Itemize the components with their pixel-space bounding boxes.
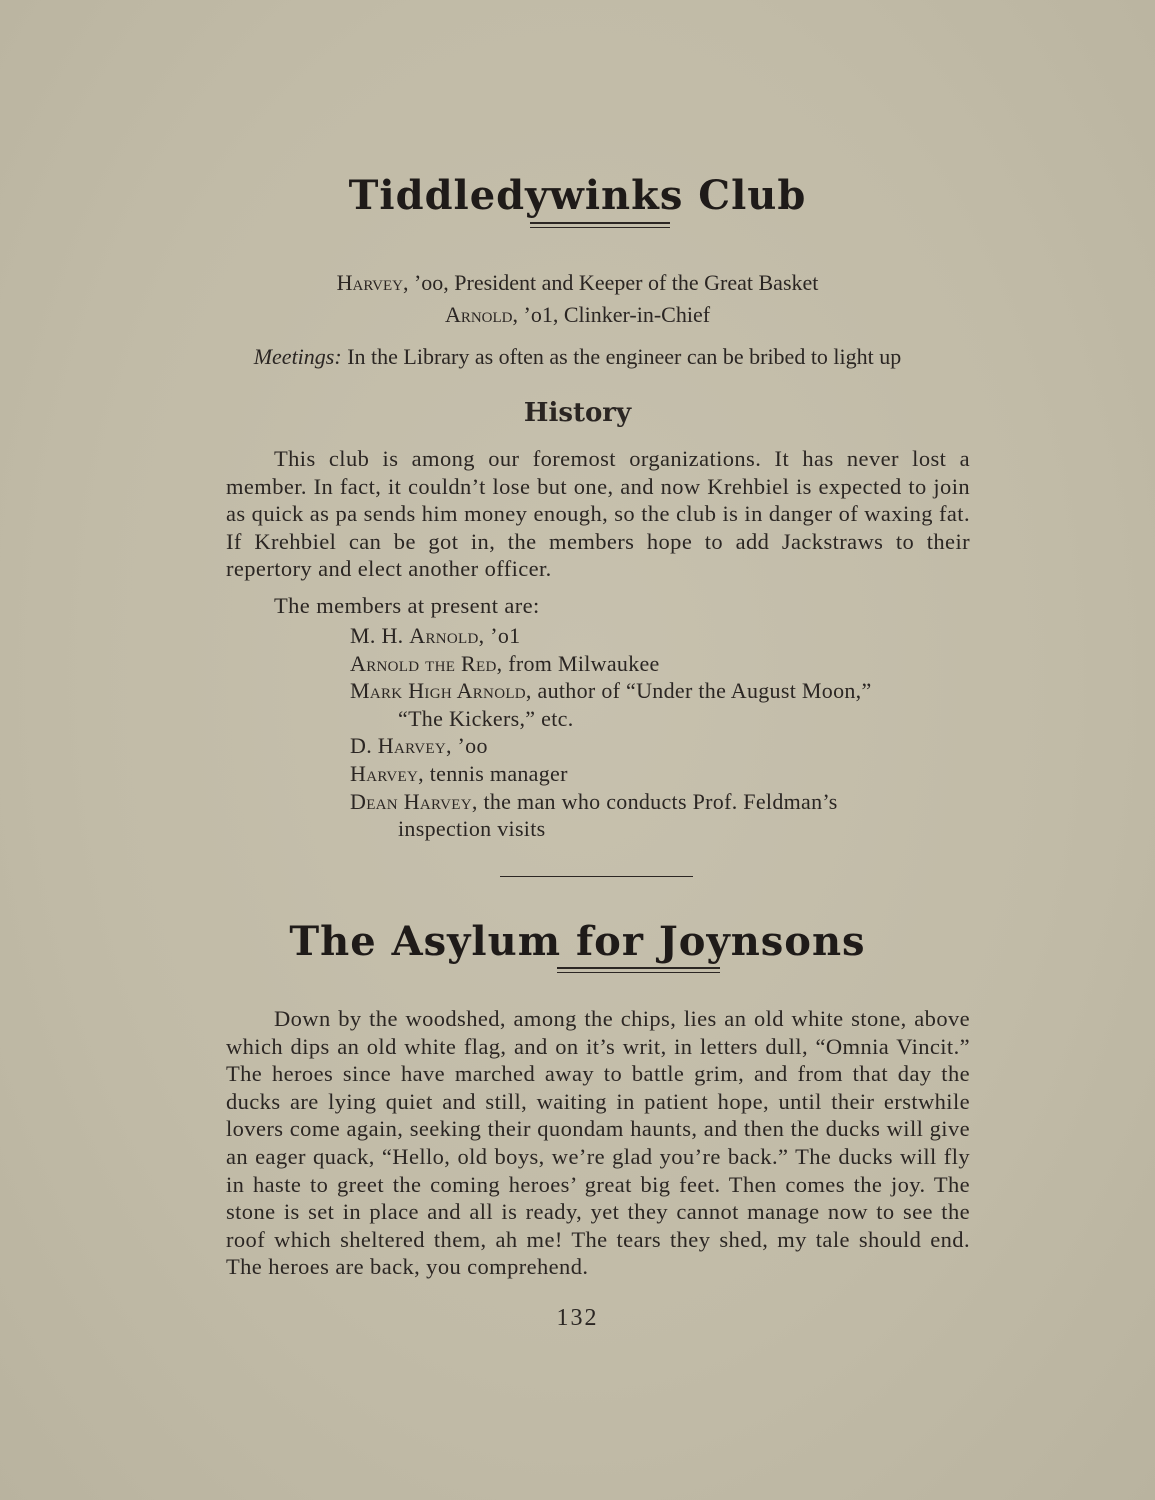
member-item xyxy=(350,650,910,678)
member-prefix: M. H. xyxy=(350,623,410,648)
members-intro xyxy=(226,592,970,620)
club-title: Tiddledywinks Club xyxy=(348,172,807,219)
member-desc: , author of “Under the August Moon,” “The Kickers,” etc. xyxy=(398,678,872,731)
history-heading: History xyxy=(523,398,632,428)
officer-role: , ’oo, President and Keeper of the Great Basket xyxy=(402,270,819,295)
member-name: Mark High Arnold xyxy=(350,678,526,704)
history-text: This club is among our foremost organizations. It has never lost a member. In fact, it couldn’t lose but one, and now Krehbiel is expected to join as quick as pa sends him money enough, so the club is in danger of waxing fat. If Krehbiel can be got in, the members hope to add Jackstraws to their repertory and elect another officer. xyxy=(226,446,970,582)
member-desc: , ’o1 xyxy=(478,623,521,648)
member-desc: , ’oo xyxy=(445,733,488,759)
member-item xyxy=(350,622,910,650)
page-number: 132 xyxy=(556,1305,599,1331)
meetings-text: In the Library as often as the engineer can be bribed to light up xyxy=(341,344,902,369)
meetings-line xyxy=(0,344,1155,370)
member-name: Arnold the Red xyxy=(350,650,497,676)
title-underline xyxy=(557,972,720,973)
title-underline xyxy=(530,227,670,228)
officer-name: Harvey xyxy=(336,270,403,295)
officer-name: Arnold xyxy=(444,302,513,327)
title-underline xyxy=(530,222,670,224)
section-divider xyxy=(500,876,693,877)
members-intro-text: The members at present are: xyxy=(274,593,540,618)
member-item xyxy=(350,760,910,788)
asylum-text: Down by the woodshed, among the chips, lies an old white stone, above which dips an old white flag, and on it’s writ, in letters dull, “Omnia Vincit.” The heroes since have marched away to battle grim, and from that day the ducks are lying quiet and still, waiting in patient hope, until their erstwhile lovers come again, seeking their quondam haunts, and then the ducks will give an eager quack, “Hello, old boys, we’re glad you’re back.” The ducks will fly in haste to greet the coming heroes’ great big feet. Then comes the joy. The stone is set in place and all is ready, yet they cannot manage now to see the roof which sheltered them, ah me! The tears they shed, my tale should end. The heroes are back, you comprehend. xyxy=(226,1006,970,1280)
history-paragraph xyxy=(226,445,970,583)
title-underline xyxy=(557,967,720,969)
member-desc: , the man who conducts Prof. Feldman’s inspection visits xyxy=(398,788,838,842)
member-item xyxy=(350,732,910,760)
member-prefix: D. xyxy=(350,733,378,759)
officer-line xyxy=(0,270,1155,296)
asylum-title: The Asylum for Joynsons xyxy=(289,918,866,965)
member-name: Harvey xyxy=(350,760,419,786)
member-desc: , from Milwaukee xyxy=(496,650,660,676)
member-name: Harvey xyxy=(377,733,446,759)
members-list xyxy=(350,622,910,843)
member-item xyxy=(350,677,898,732)
member-item xyxy=(350,788,918,843)
member-name: Arnold xyxy=(409,623,479,648)
officer-line xyxy=(0,302,1155,328)
asylum-paragraph xyxy=(226,1005,970,1281)
meetings-label: Meetings: xyxy=(253,344,342,369)
member-name: Dean Harvey xyxy=(350,788,472,814)
member-desc: , tennis manager xyxy=(418,760,568,786)
officer-role: , ’o1, Clinker-in-Chief xyxy=(512,302,711,327)
